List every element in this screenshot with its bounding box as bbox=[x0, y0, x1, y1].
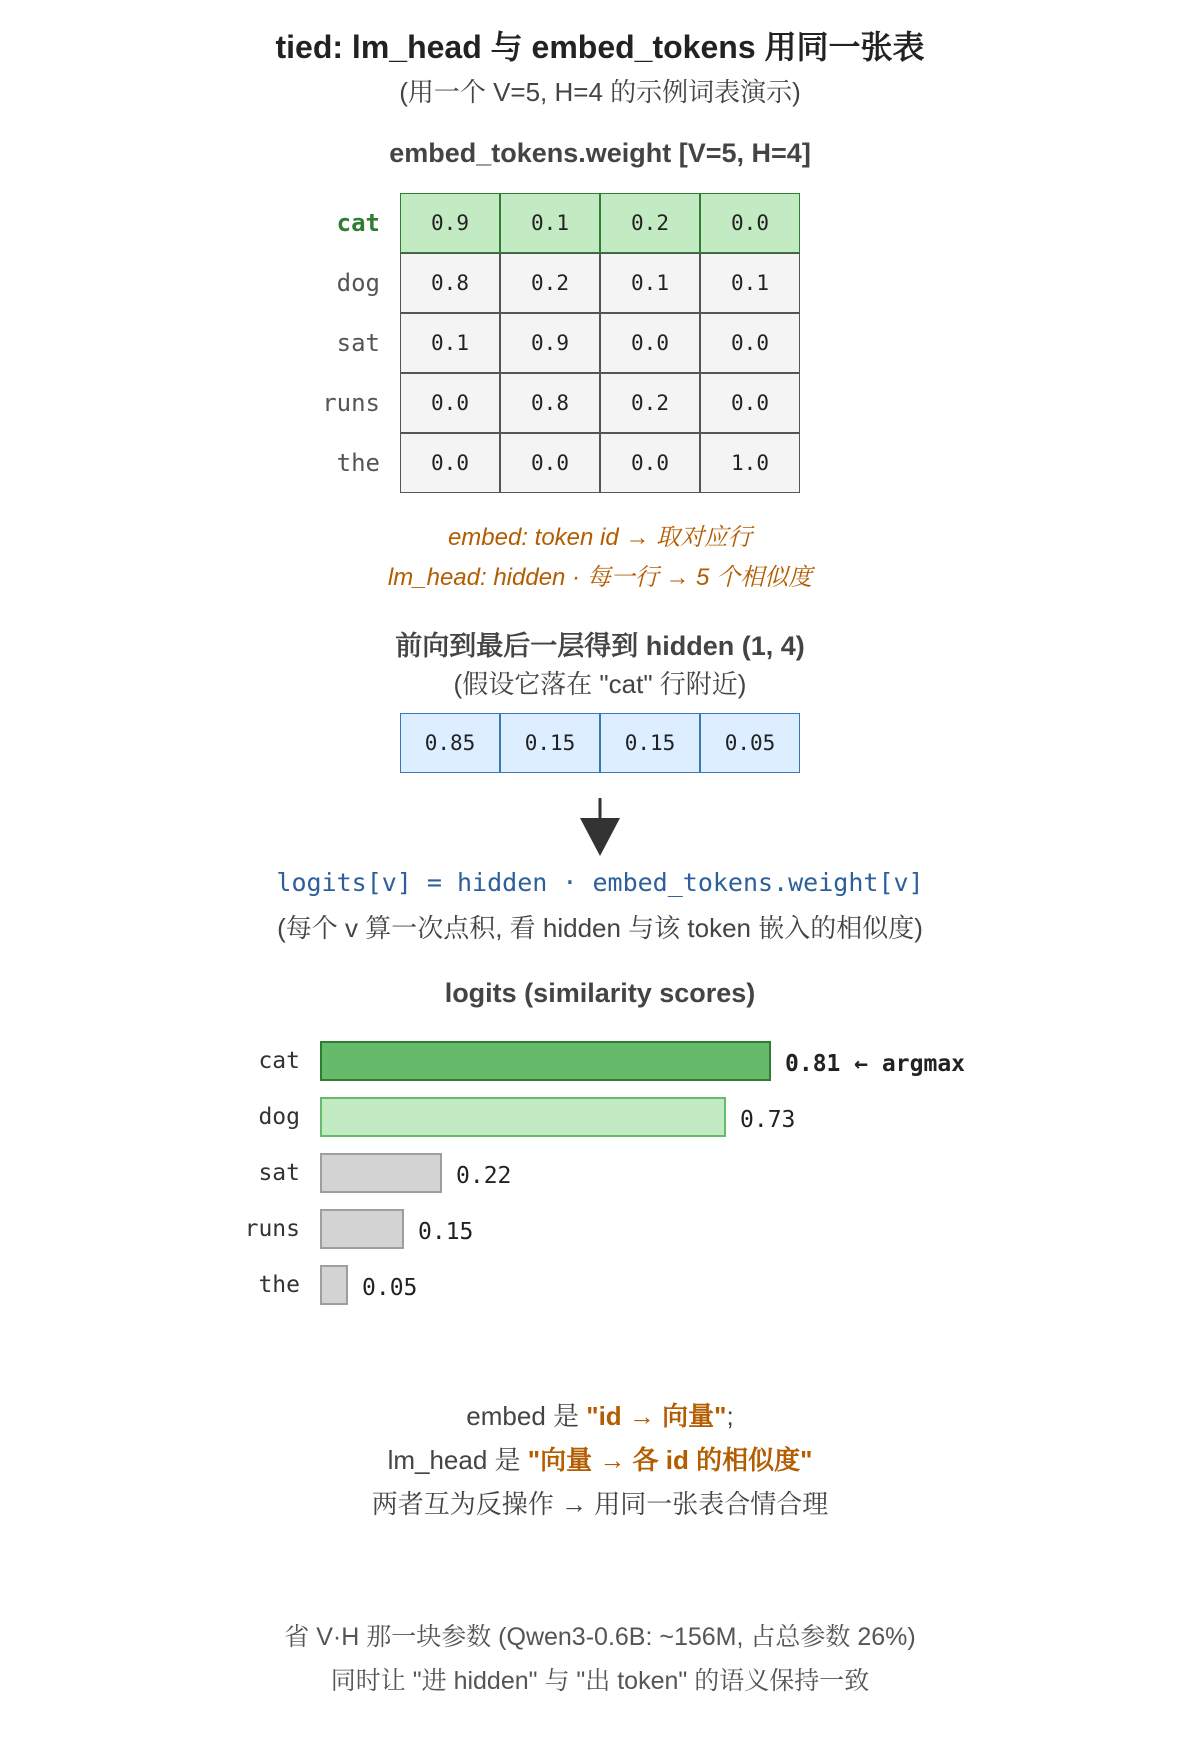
bar-value-dog: 0.73 bbox=[740, 1107, 796, 1133]
hidden-subtitle: (假设它落在 "cat" 行附近) bbox=[453, 669, 747, 699]
row-label-sat: sat bbox=[336, 329, 380, 357]
summary-line-3: 两者互为反操作 → 用同一张表合情合理 bbox=[371, 1489, 829, 1519]
summary-line-2-prefix: lm_head 是 bbox=[387, 1445, 528, 1475]
footer-line-2: 同时让 "进 hidden" 与 "出 token" 的语义保持一致 bbox=[330, 1667, 870, 1695]
bar-value-cat: 0.81 ← argmax bbox=[785, 1051, 966, 1077]
bar-cat bbox=[320, 1041, 771, 1081]
summary-line-2-emphasis: "向量 → 各 id 的相似度" bbox=[527, 1445, 813, 1475]
page-title: tied: lm_head 与 embed_tokens 用同一张表 bbox=[275, 29, 925, 65]
summary-line-1 bbox=[0, 1396, 1200, 1433]
embed-cell: 0.0 bbox=[600, 433, 700, 493]
summary-line-1-emphasis: "id → 向量" bbox=[586, 1401, 727, 1431]
bar-runs bbox=[320, 1209, 404, 1249]
page-subtitle: (用一个 V=5, H=4 的示例词表演示) bbox=[399, 77, 801, 107]
logits-chart-title: logits (similarity scores) bbox=[444, 978, 756, 1008]
embed-cell: 0.0 bbox=[400, 433, 500, 493]
lm-head-note: lm_head: hidden · 每一行 → 5 个相似度 bbox=[387, 564, 813, 591]
down-arrow-icon bbox=[578, 796, 622, 858]
embed-cell: 0.0 bbox=[700, 313, 800, 373]
logits-formula: logits[v] = hidden · embed_tokens.weight[v] bbox=[276, 868, 924, 897]
embed-cell: 0.0 bbox=[700, 193, 800, 253]
embed-note: embed: token id → 取对应行 bbox=[447, 524, 753, 551]
bar-value-runs: 0.15 bbox=[418, 1219, 474, 1245]
bar-value-sat: 0.22 bbox=[456, 1163, 512, 1189]
bar-label-dog: dog bbox=[258, 1104, 300, 1130]
row-label-dog: dog bbox=[336, 269, 380, 297]
embed-table-title: embed_tokens.weight [V=5, H=4] bbox=[389, 138, 811, 168]
embed-cell: 0.9 bbox=[500, 313, 600, 373]
row-label-the: the bbox=[336, 449, 380, 477]
embed-cell: 0.1 bbox=[600, 253, 700, 313]
embed-cell: 1.0 bbox=[700, 433, 800, 493]
embed-cell: 0.0 bbox=[600, 313, 700, 373]
row-label-cat: cat bbox=[336, 209, 380, 237]
row-label-runs: runs bbox=[322, 389, 380, 417]
embed-cell: 0.2 bbox=[600, 373, 700, 433]
hidden-title: 前向到最后一层得到 hidden (1, 4) bbox=[395, 631, 805, 661]
hidden-cell: 0.05 bbox=[700, 713, 800, 773]
bar-the bbox=[320, 1265, 348, 1305]
bar-dog bbox=[320, 1097, 726, 1137]
hidden-cell: 0.15 bbox=[600, 713, 700, 773]
summary-line-2 bbox=[0, 1440, 1200, 1477]
formula-explain: (每个 v 算一次点积, 看 hidden 与该 token 嵌入的相似度) bbox=[277, 913, 923, 943]
bar-value-the: 0.05 bbox=[362, 1275, 418, 1301]
footer-line-1: 省 V·H 那一块参数 (Qwen3-0.6B: ~156M, 占总参数 26%) bbox=[284, 1623, 916, 1651]
embed-cell: 0.8 bbox=[400, 253, 500, 313]
embed-cell: 0.8 bbox=[500, 373, 600, 433]
summary-line-1-prefix: embed 是 bbox=[466, 1401, 587, 1431]
bar-label-the: the bbox=[258, 1272, 300, 1298]
summary-line-1-suffix: ; bbox=[726, 1401, 734, 1431]
embed-cell: 0.9 bbox=[400, 193, 500, 253]
embed-cell: 0.1 bbox=[500, 193, 600, 253]
embed-cell: 0.1 bbox=[400, 313, 500, 373]
embed-cell: 0.2 bbox=[500, 253, 600, 313]
embed-cell: 0.1 bbox=[700, 253, 800, 313]
bar-label-sat: sat bbox=[258, 1160, 300, 1186]
bar-label-runs: runs bbox=[244, 1216, 300, 1242]
embed-cell: 0.2 bbox=[600, 193, 700, 253]
embed-cell: 0.0 bbox=[700, 373, 800, 433]
bar-sat bbox=[320, 1153, 442, 1193]
hidden-cell: 0.15 bbox=[500, 713, 600, 773]
embed-cell: 0.0 bbox=[400, 373, 500, 433]
hidden-cell: 0.85 bbox=[400, 713, 500, 773]
bar-label-cat: cat bbox=[258, 1048, 300, 1074]
embed-cell: 0.0 bbox=[500, 433, 600, 493]
